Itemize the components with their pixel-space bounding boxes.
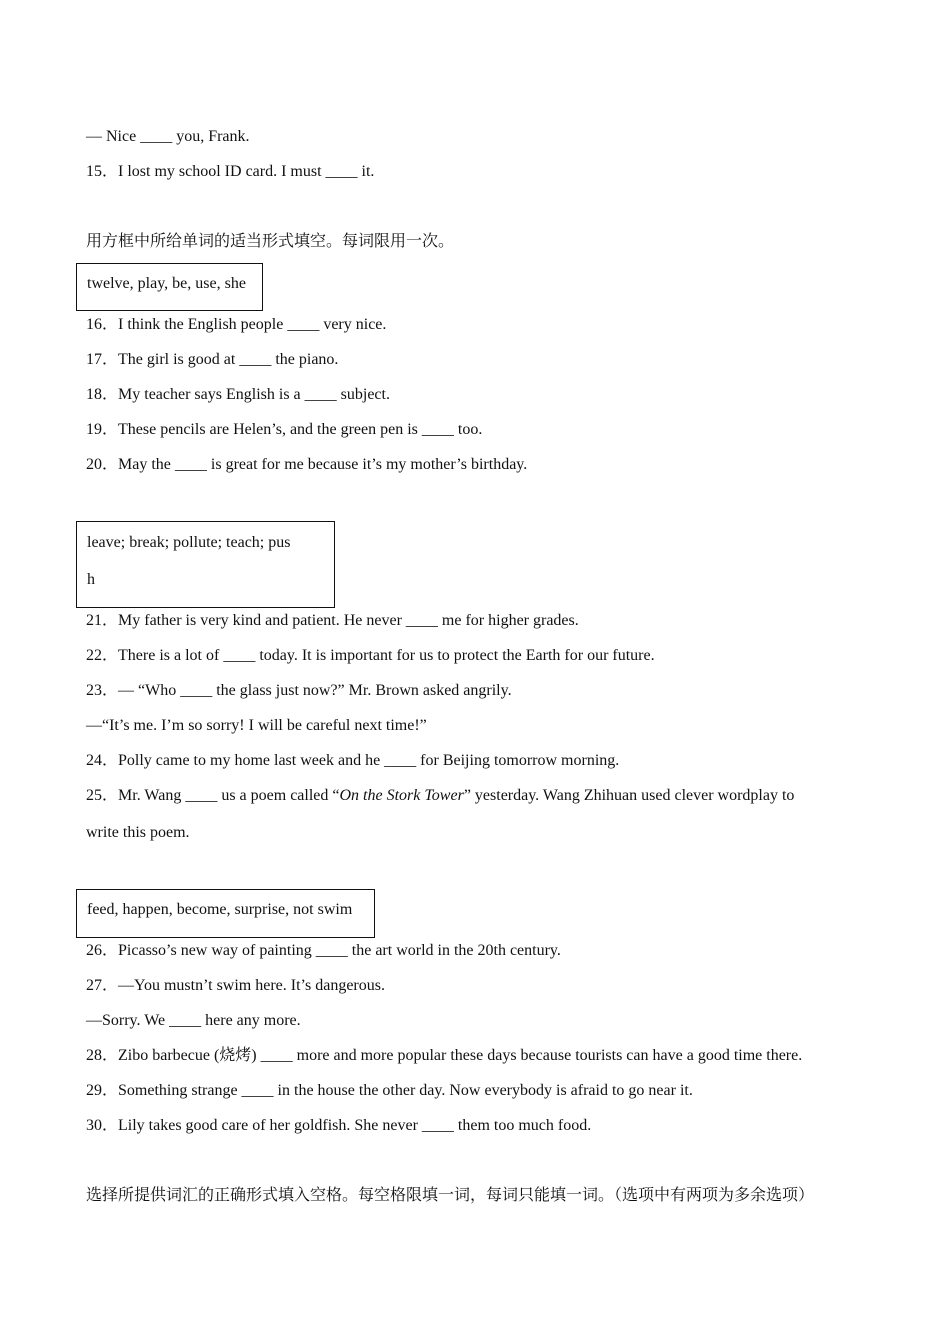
question-text: Lily takes good care of her goldfish. She never ____ them too much food. [118,1117,592,1134]
dialogue-line-23b: —“It’s me. I’m so sorry! I will be careful next time!” [86,717,427,734]
question-text: These pencils are Helen’s, and the green pen is ____ too. [118,421,483,438]
question-25-continued: write this poem. [86,824,190,841]
question-number: 20． [86,456,119,473]
question-number: 18． [86,386,119,403]
question-24 [86,751,619,771]
poem-title: On the Stork Tower [339,787,464,804]
word-box-2 [76,521,335,608]
question-text: The girl is good at ____ the piano. [118,351,339,368]
question-19 [86,420,482,440]
question-number: 22． [86,647,119,664]
question-text: I lost my school ID card. I must ____ it. [118,163,375,180]
question-number: 27． [86,977,119,994]
question-text-pre: Mr. Wang ____ us a poem called “ [118,787,340,804]
question-number: 16． [86,316,119,333]
question-text: There is a lot of ____ today. It is important for us to protect the Earth for our future. [118,647,655,664]
question-text: Polly came to my home last week and he ____ for Beijing tomorrow morning. [118,752,620,769]
question-16 [86,315,386,335]
word-box-3-text: feed, happen, become, surprise, not swim [87,901,353,918]
question-30 [86,1116,591,1136]
dialogue-line-27b: —Sorry. We ____ here any more. [86,1012,301,1029]
question-text: Zibo barbecue (烧烤) ____ more and more popular these days because tourists can have a good time there. [118,1047,803,1064]
question-26 [86,941,561,961]
question-number: 30． [86,1117,119,1134]
question-28 [86,1046,802,1066]
question-text: May the ____ is great for me because it’s my mother’s birthday. [118,456,528,473]
question-number: 24． [86,752,119,769]
question-number: 17． [86,351,119,368]
question-number: 28． [86,1047,119,1064]
word-box-2-line-2: h [87,571,95,588]
question-22 [86,646,655,666]
word-box-1 [76,263,263,311]
question-number: 21． [86,612,119,629]
question-number: 29． [86,1082,119,1099]
question-number: 15． [86,163,119,180]
question-text: My teacher says English is a ____ subject. [118,386,390,403]
question-text: My father is very kind and patient. He never ____ me for higher grades. [118,612,579,629]
question-number: 26． [86,942,119,959]
instruction-2: 选择所提供词汇的正确形式填入空格。每空格限填一词，每词只能填一词。（选项中有两项为多余选项） [86,1187,815,1204]
question-15 [86,162,374,182]
question-27 [86,976,385,996]
question-18 [86,385,390,405]
question-number: 25． [86,787,119,804]
question-text: —You mustn’t swim here. It’s dangerous. [118,977,385,994]
question-20 [86,455,527,475]
question-number: 23． [86,682,119,699]
question-21 [86,611,579,631]
word-box-3 [76,889,375,938]
question-29 [86,1081,693,1101]
question-23 [86,681,512,701]
word-box-1-text: twelve, play, be, use, she [87,275,246,292]
instruction-1: 用方框中所给单词的适当形式填空。每词限用一次。 [86,233,455,250]
question-text: I think the English people ____ very nice. [118,316,387,333]
question-number: 19． [86,421,119,438]
dialogue-line-14b: — Nice ____ you, Frank. [86,128,250,145]
question-text-post: ” yesterday. Wang Zhihuan used clever wordplay to [463,787,795,804]
question-text: Picasso’s new way of painting ____ the art world in the 20th century. [118,942,561,959]
word-box-2-line-1: leave; break; pollute; teach; pus [87,534,291,551]
question-17 [86,350,338,370]
question-25 [86,786,794,806]
question-text: — “Who ____ the glass just now?” Mr. Brown asked angrily. [118,682,512,699]
question-text: Something strange ____ in the house the other day. Now everybody is afraid to go near it. [118,1082,693,1099]
